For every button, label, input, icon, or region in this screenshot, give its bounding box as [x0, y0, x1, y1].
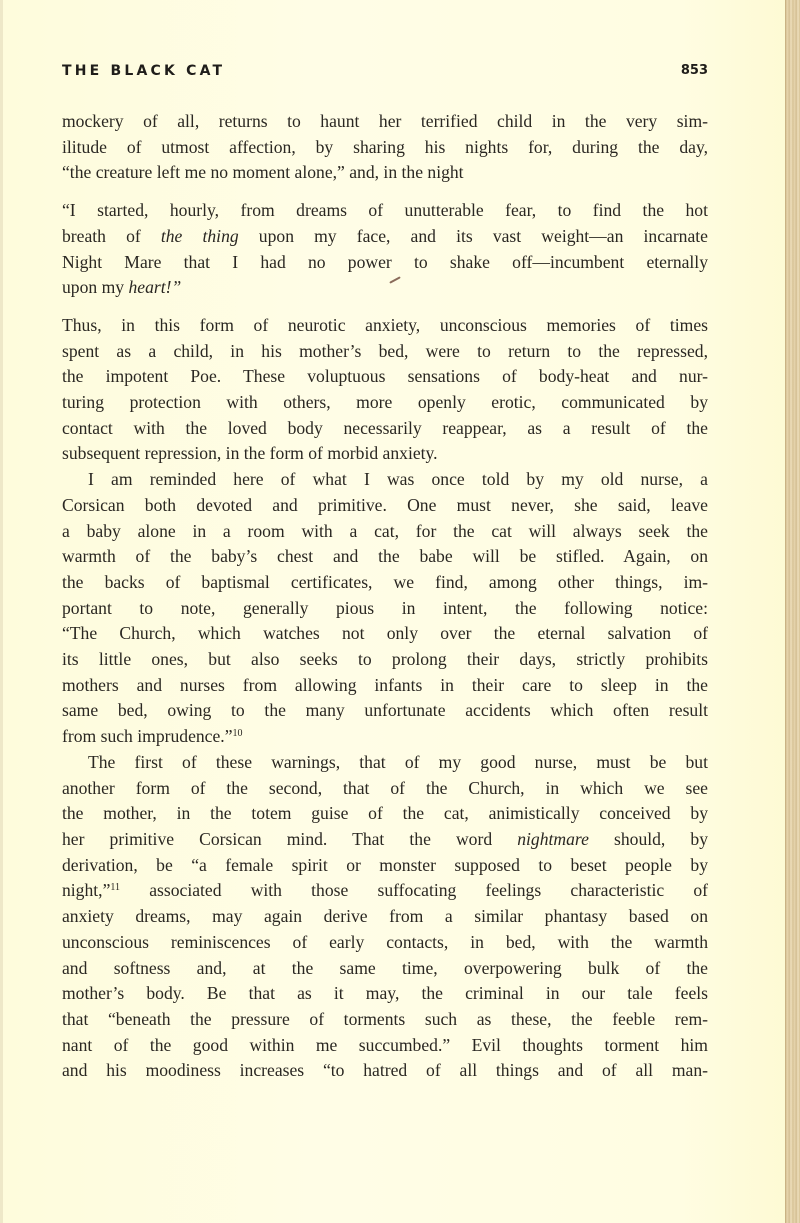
- text-line: the mother, in the totem guise of the cat, animistically conceived by: [62, 803, 708, 824]
- text-line: [62, 224, 708, 250]
- page-header: [62, 63, 708, 83]
- italic-phrase: the thing: [160, 225, 239, 246]
- text-line: subsequent repression, in the form of morbid anxiety.: [62, 443, 438, 464]
- text-line: [62, 827, 708, 853]
- text-line: contact with the loved body necessarily reappear, as a result of the: [62, 417, 708, 438]
- text-line: mothers and nurses from allowing infants in their care to sleep in the: [62, 674, 708, 695]
- text-line: nant of the good within me succumbed.” Evil thoughts torment him: [62, 1034, 708, 1055]
- paragraph-3: [62, 467, 708, 750]
- block-quote: [62, 198, 708, 301]
- body-text: [62, 109, 708, 1084]
- paragraph-2: [62, 313, 708, 467]
- text-line: spent as a child, in his mother’s bed, were to return to the repressed,: [62, 340, 708, 361]
- text-line: Corsican both devoted and primitive. One must never, she said, leave: [62, 494, 708, 515]
- text-span: breath of: [62, 225, 161, 246]
- text-line: I am reminded here of what I was once told by my old nurse, a: [88, 469, 708, 490]
- text-span: associated with those suffocating feelings characteristic of: [120, 880, 708, 901]
- footnote-ref-10[interactable]: 10: [232, 728, 243, 740]
- running-title: THE BLACK CAT: [62, 63, 226, 79]
- text-line: another form of the second, that of the Church, in which we see: [62, 777, 708, 798]
- text-line: [62, 724, 708, 750]
- text-line: [62, 275, 708, 301]
- italic-phrase: heart!”: [128, 277, 182, 298]
- text-line: warmth of the baby’s chest and the babe will be stifled. Again, on: [62, 546, 708, 567]
- text-line: mockery of all, returns to haunt her terrified child in the very sim-: [62, 111, 708, 131]
- text-span: night,”: [62, 880, 111, 901]
- text-line: same bed, owing to the many unfortunate accidents which often result: [62, 700, 708, 721]
- text-line: the backs of baptismal certificates, we find, among other things, im-: [62, 571, 708, 592]
- text-line: [62, 878, 708, 904]
- text-span: upon my: [62, 277, 129, 298]
- footnote-ref-11[interactable]: 11: [110, 882, 121, 894]
- text-line: mother’s body. Be that as it may, the criminal in our tale feels: [62, 983, 708, 1004]
- text-line: the impotent Poe. These voluptuous sensations of body-heat and nur-: [62, 366, 708, 387]
- text-line: ilitude of utmost affection, by sharing his nights for, during the day,: [62, 136, 708, 157]
- text-line: and his moodiness increases “to hatred of all things and of all man-: [62, 1060, 708, 1081]
- text-line: portant to note, generally pious in intent, the following notice:: [62, 597, 708, 618]
- text-line: and softness and, at the same time, overpowering bulk of the: [62, 957, 708, 978]
- book-page-edges: [785, 0, 800, 1223]
- italic-phrase: nightmare: [517, 828, 589, 849]
- text-line: derivation, be “a female spirit or monster supposed to beset people by: [62, 854, 708, 875]
- paragraph-4: [62, 750, 708, 1084]
- paragraph-1: [62, 109, 708, 186]
- text-line: unconscious reminiscences of early contacts, in bed, with the warmth: [62, 931, 708, 952]
- text-line: “the creature left me no moment alone,” and, in the night: [62, 162, 464, 183]
- text-line: “I started, hourly, from dreams of unutterable fear, to find the hot: [62, 200, 708, 221]
- text-line: its little ones, but also seeks to prolong their days, strictly prohibits: [62, 649, 708, 670]
- text-line: a baby alone in a room with a cat, for the cat will always seek the: [62, 520, 708, 541]
- text-line: Thus, in this form of neurotic anxiety, unconscious memories of times: [62, 314, 708, 335]
- text-line: that “beneath the pressure of torments such as these, the feeble rem-: [62, 1008, 708, 1029]
- text-line: The first of these warnings, that of my good nurse, must be but: [88, 751, 708, 772]
- page-left-edge: [0, 0, 3, 1223]
- text-line: “The Church, which watches not only over the eternal salvation of: [62, 623, 708, 644]
- text-line: Night Mare that I had no power to shake off—incumbent eternally: [62, 251, 708, 272]
- text-line: anxiety dreams, may again derive from a similar phantasy based on: [62, 906, 708, 927]
- text-span: should, by: [588, 828, 709, 849]
- page-number: 853: [680, 63, 708, 78]
- text-span: her primitive Corsican mind. That the word: [62, 828, 518, 849]
- text-span: upon my face, and its vast weight—an incarnate: [238, 225, 708, 246]
- text-line: turing protection with others, more openly erotic, communicated by: [62, 392, 708, 413]
- text-span: from such imprudence.”: [62, 726, 233, 747]
